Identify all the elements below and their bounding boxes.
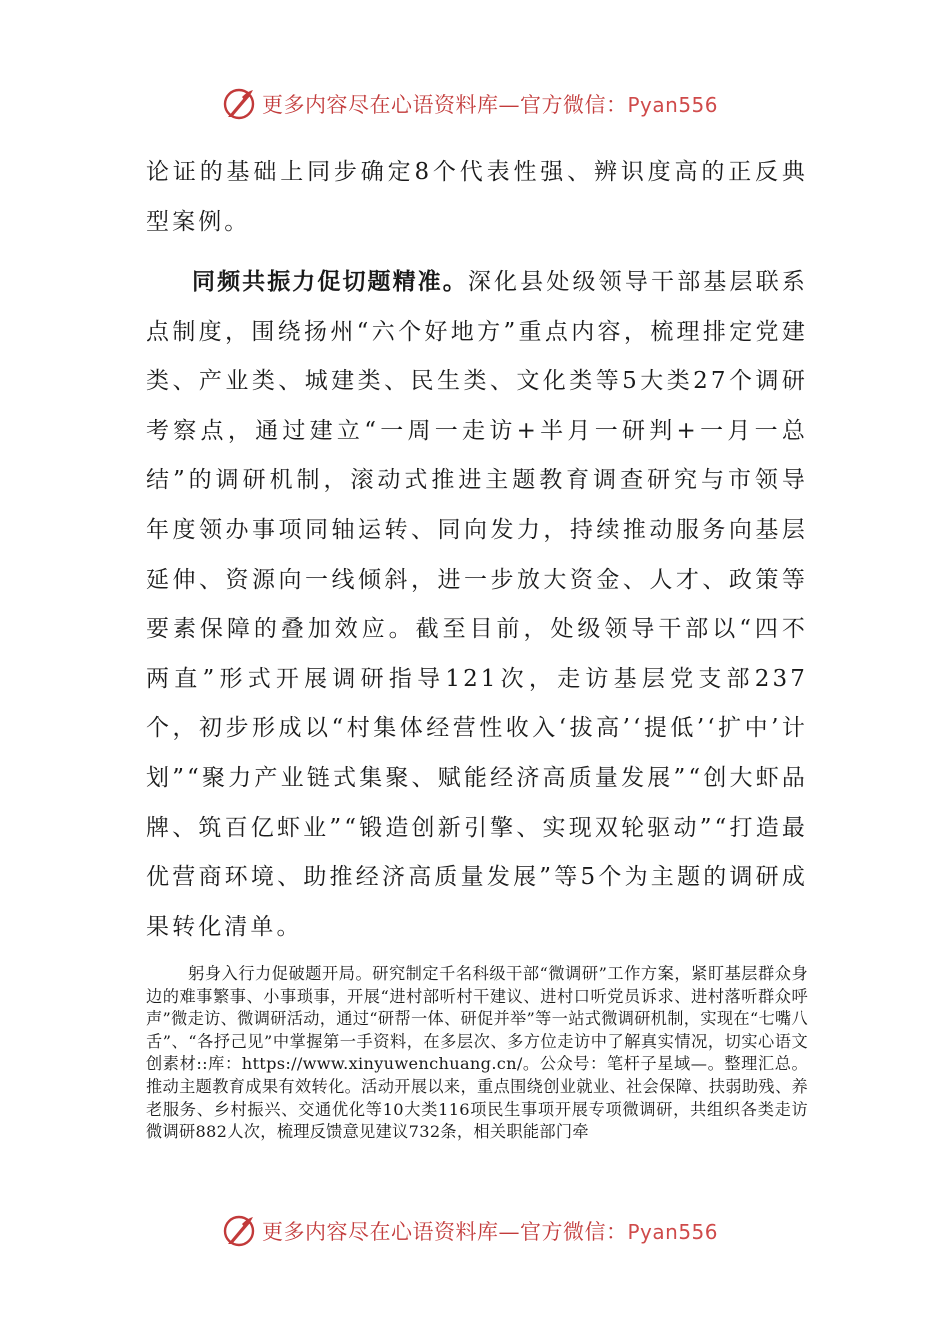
header-banner [222,84,742,124]
header-banner-label: 更多内容尽在心语资料库—官方微信： [262,93,628,117]
footer-banner-label: 更多内容尽在心语资料库—官方微信： [262,1220,628,1244]
footer-wechat-id: Pyan556 [627,1220,719,1244]
quill-logo-icon [222,1214,256,1248]
paragraph-1: 论证的基础上同步确定8个代表性强、辨识度高的正反典型案例。 [146,159,808,235]
paragraph-3: 躬身入行力促破题开局。研究制定千名科级干部“微调研”工作方案，紧盯基层群众身边的难事繁事、小事琐事，开展“进村部听村干建议、进村口听党员诉求、进村落听群众呼声”微走访、微调研活动，通过“研帮一体、研促并举”等一站式微调研机制，实现在“七嘴八舌”、“各抒己见”中掌握第一手资料，在多层次、多方位走访中了解真实情况，切实心语文创素材::库：https://www.xinyuwenchuang.cn/。公众号：笔杆子星域—。整理汇总。推动主题教育成果有效转化。活动开展以来，重点围绕创业就业、社会保障、扶弱助残、养老服务、乡村振兴、交通优化等10大类116项民生事项开展专项微调研，共组织各类走访微调研882人次，梳理反馈意见建议732条，相关职能部门牵 [146,964,808,1142]
footer-banner [222,1211,742,1251]
paragraph-2-heading: 同频共振力促切题精准。 [192,269,468,295]
paragraph-2 [146,258,808,952]
paragraph-2-body: 深化县处级领导干部基层联系点制度，围绕扬州“六个好地方”重点内容，梳理排定党建类、产业类、城建类、民生类、文化类等5大类27个调研考察点，通过建立“一周一走访+半月一研判+一月一总结”的调研机制，滚动式推进主题教育调查研究与市领导年度领办事项同轴运转、同向发力，持续推动服务向基层延伸、资源向一线倾斜，进一步放大资金、人才、政策等要素保障的叠加效应。截至目前，处级领导干部以“四不两直”形式开展调研指导121次，走访基层党支部237个，初步形成以“村集体经营性收入‘拔高’‘提低’‘扩中’计划”“聚力产业链式集聚、赋能经济高质量发展”“创大虾品牌、筑百亿虾业”“锻造创新引擎、实现双轮驱动”“打造最优营商环境、助推经济高质量发展”等5个为主题的调研成果转化清单。 [146,269,808,940]
header-banner-text [262,89,718,119]
footer-banner-text [262,1216,718,1246]
quill-logo-icon [222,87,256,121]
header-wechat-id: Pyan556 [627,93,719,117]
